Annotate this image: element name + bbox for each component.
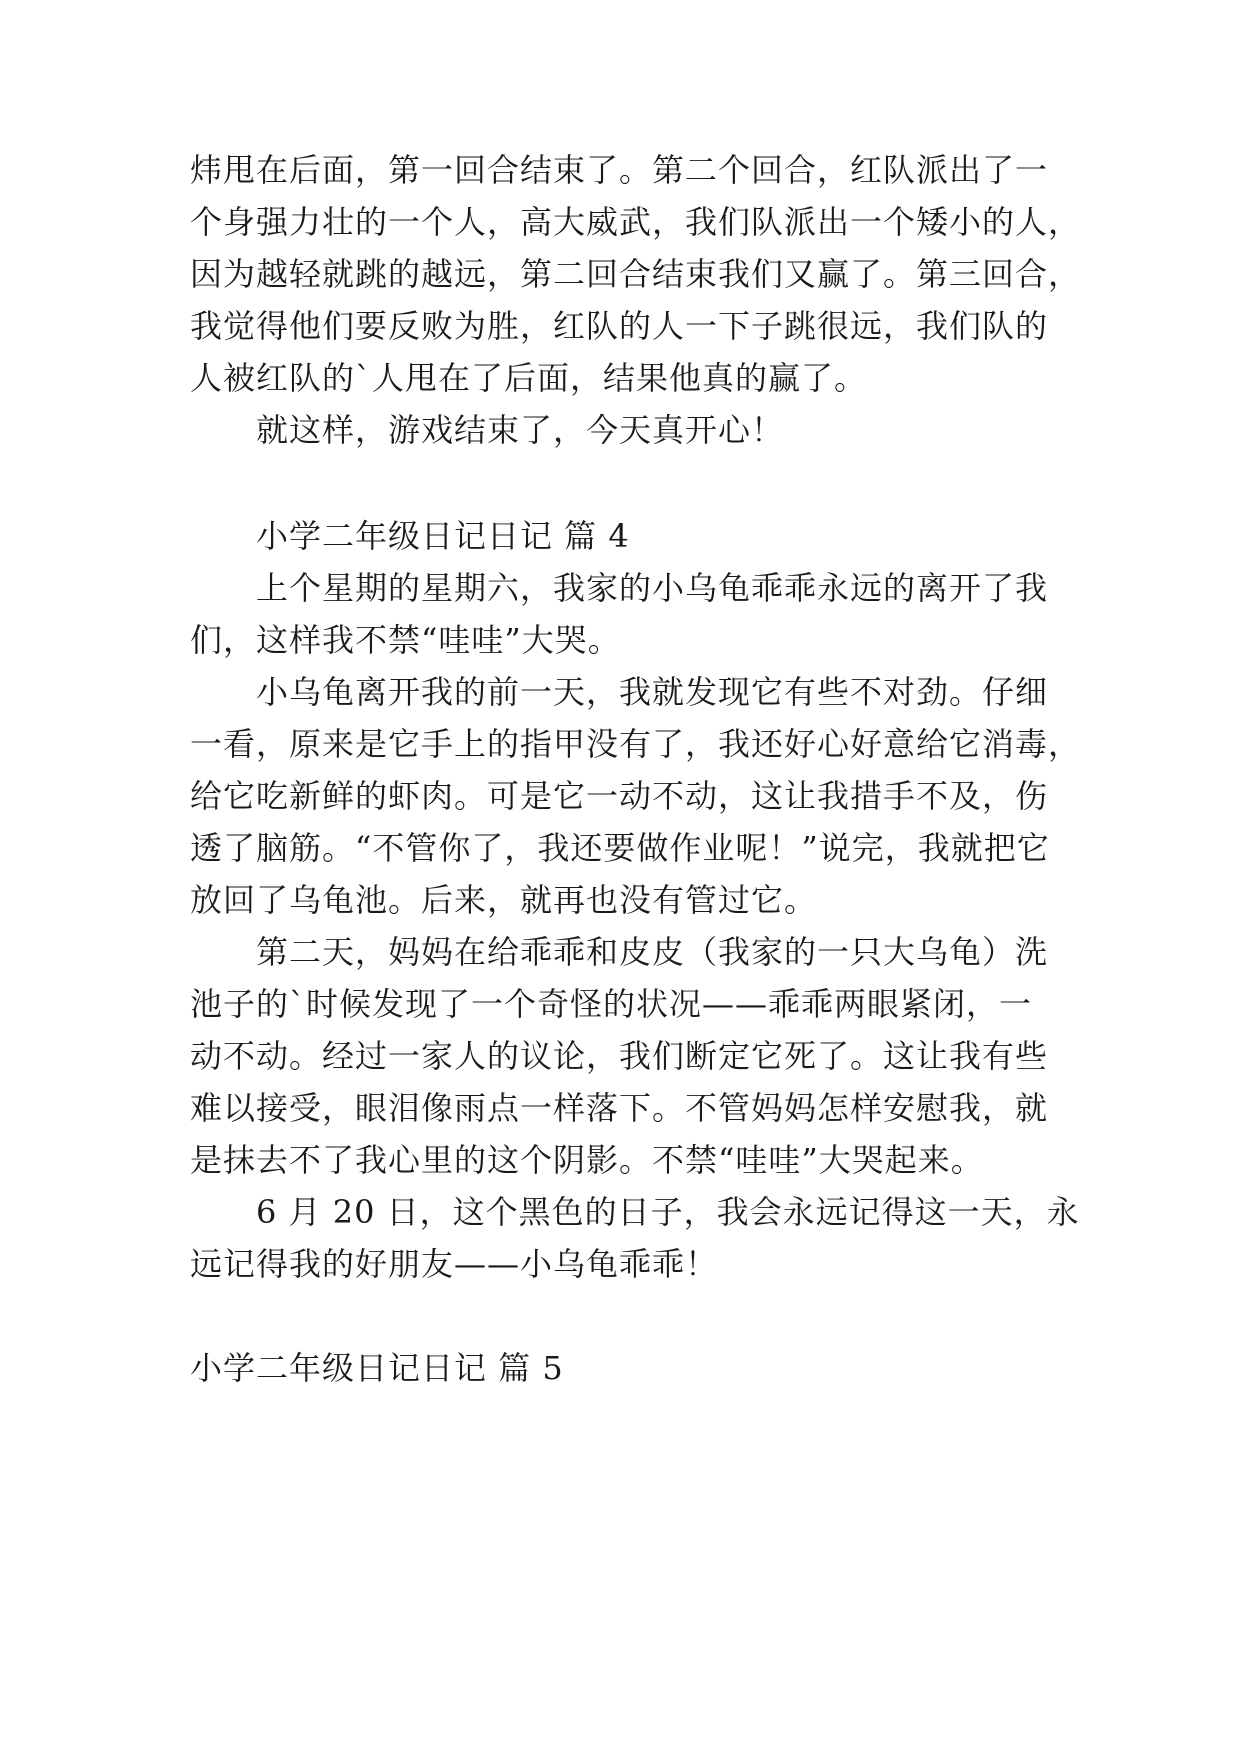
text-line: 第二天，妈妈在给乖乖和皮皮（我家的一只大乌龟）洗 (256, 933, 1049, 971)
text-line: 6 月 20 日，这个黑色的日子，我会永远记得这一天，永 (256, 1193, 1080, 1231)
text-line: 给它吃新鲜的虾肉。可是它一动不动，这让我措手不及，伤 (190, 777, 1049, 815)
text-line: 炜甩在后面，第一回合结束了。第二个回合，红队派出了一 (190, 151, 1049, 189)
text-line: 上个星期的星期六，我家的小乌龟乖乖永远的离开了我 (256, 569, 1049, 607)
closing-line: 就这样，游戏结束了，今天真开心！ (256, 411, 785, 449)
text-line: 们，这样我不禁“哇哇”大哭。 (190, 621, 621, 659)
text-line: 人被红队的`人甩在了后面，结果他真的赢了。 (190, 359, 868, 397)
section-title: 小学二年级日记日记 篇 4 (256, 517, 630, 555)
text-line: 放回了乌龟池。后来，就再也没有管过它。 (190, 881, 818, 919)
text-line: 远记得我的好朋友——小乌龟乖乖！ (190, 1245, 719, 1283)
text-line: 难以接受，眼泪像雨点一样落下。不管妈妈怎样安慰我，就 (190, 1089, 1049, 1127)
section-title: 小学二年级日记日记 篇 5 (190, 1349, 564, 1387)
text-line: 动不动。经过一家人的议论，我们断定它死了。这让我有些 (190, 1037, 1049, 1075)
text-line: 小乌龟离开我的前一天，我就发现它有些不对劲。仔细 (256, 673, 1049, 711)
text-line: 个身强力壮的一个人，高大威武，我们队派出一个矮小的人， (190, 203, 1082, 241)
text-line: 透了脑筋。“不管你了，我还要做作业呢！”说完，我就把它 (190, 829, 1050, 867)
text-line: 是抹去不了我心里的这个阴影。不禁“哇哇”大哭起来。 (190, 1141, 984, 1179)
text-line: 池子的`时候发现了一个奇怪的状况——乖乖两眼紧闭，一 (190, 985, 1033, 1023)
text-line: 因为越轻就跳的越远，第二回合结束我们又赢了。第三回合， (190, 255, 1082, 293)
text-line: 我觉得他们要反败为胜，红队的人一下子跳很远，我们队的 (190, 307, 1049, 345)
text-line: 一看，原来是它手上的指甲没有了，我还好心好意给它消毒， (190, 725, 1082, 763)
